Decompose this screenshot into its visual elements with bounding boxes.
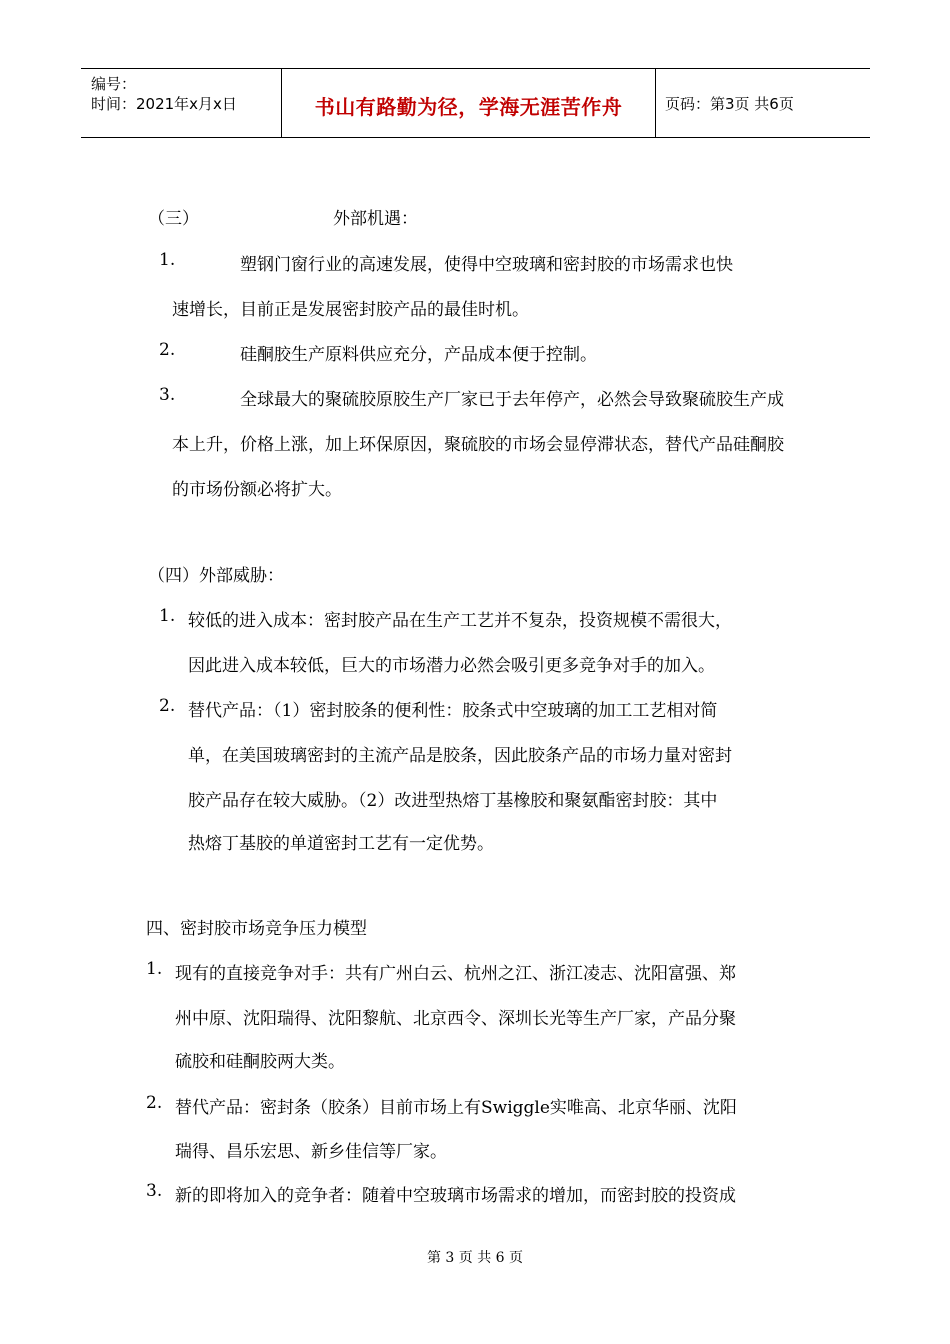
paragraph-line: 瑞得、昌乐宏思、新乡佳信等厂家。 xyxy=(175,1142,447,1162)
paragraph-line: 全球最大的聚硫胶原胶生产厂家已于去年停产，必然会导致聚硫胶生产成 xyxy=(240,390,784,410)
paragraph-line: 胶产品存在较大威胁。（2）改进型热熔丁基橡胶和聚氨酯密封胶：其中 xyxy=(188,791,718,811)
list-number: 3. xyxy=(146,1181,163,1201)
header-meta xyxy=(81,69,281,137)
paragraph-line: 替代产品：密封条（胶条）目前市场上有Swiggle实唯高、北京华丽、沈阳 xyxy=(175,1098,737,1118)
section-4-title: （四）外部威胁： xyxy=(148,566,284,586)
list-number: 2. xyxy=(159,340,176,360)
list-number: 3. xyxy=(159,385,176,405)
chapter-4-title: 四、密封胶市场竞争压力模型 xyxy=(146,919,367,939)
list-number: 1. xyxy=(159,250,176,270)
motto-text: 书山有路勤为径，学海无涯苦作舟 xyxy=(314,95,623,119)
paragraph-line: 速增长，目前正是发展密封胶产品的最佳时机。 xyxy=(172,300,529,320)
paragraph-line: 塑钢门窗行业的高速发展，使得中空玻璃和密封胶的市场需求也快 xyxy=(240,255,733,275)
paragraph-line: 硅酮胶生产原料供应充分，产品成本便于控制。 xyxy=(240,345,597,365)
time-label: 时间：2021年x月x日 xyxy=(91,95,237,113)
paragraph-line: 替代产品：（1）密封胶条的便利性：胶条式中空玻璃的加工工艺相对简 xyxy=(188,701,718,721)
list-number: 2. xyxy=(159,696,176,716)
paragraph-line: 单，在美国玻璃密封的主流产品是胶条，因此胶条产品的市场力量对密封 xyxy=(188,746,732,766)
paragraph-line: 州中原、沈阳瑞得、沈阳黎航、北京西令、深圳长光等生产厂家，产品分聚 xyxy=(175,1009,736,1029)
list-number: 1. xyxy=(146,959,163,979)
paragraph-line: 现有的直接竞争对手：共有广州白云、杭州之江、浙江凌志、沈阳富强、郑 xyxy=(175,964,736,984)
serial-label: 编号： xyxy=(91,75,137,93)
paragraph-line: 热熔丁基胶的单道密封工艺有一定优势。 xyxy=(188,834,494,854)
paragraph-line: 较低的进入成本：密封胶产品在生产工艺并不复杂，投资规模不需很大， xyxy=(188,611,732,631)
page-header xyxy=(81,68,870,138)
paragraph-line: 硫胶和硅酮胶两大类。 xyxy=(175,1052,345,1072)
page-info: 页码：第3页 共6页 xyxy=(665,95,794,113)
list-number: 2. xyxy=(146,1093,163,1113)
paragraph-line: 因此进入成本较低，巨大的市场潜力必然会吸引更多竞争对手的加入。 xyxy=(188,656,715,676)
section-3-prefix: （三） xyxy=(148,209,199,229)
header-motto-cell xyxy=(281,69,656,137)
page-footer: 第 3 页 共 6 页 xyxy=(426,1250,524,1266)
header-page-cell xyxy=(655,69,870,137)
list-number: 1. xyxy=(159,606,176,626)
paragraph-line: 本上升，价格上涨，加上环保原因，聚硫胶的市场会显停滞状态，替代产品硅酮胶 xyxy=(172,435,784,455)
section-3-title: 外部机遇： xyxy=(333,209,418,229)
paragraph-line: 的市场份额必将扩大。 xyxy=(172,480,342,500)
paragraph-line: 新的即将加入的竞争者：随着中空玻璃市场需求的增加，而密封胶的投资成 xyxy=(175,1186,736,1206)
